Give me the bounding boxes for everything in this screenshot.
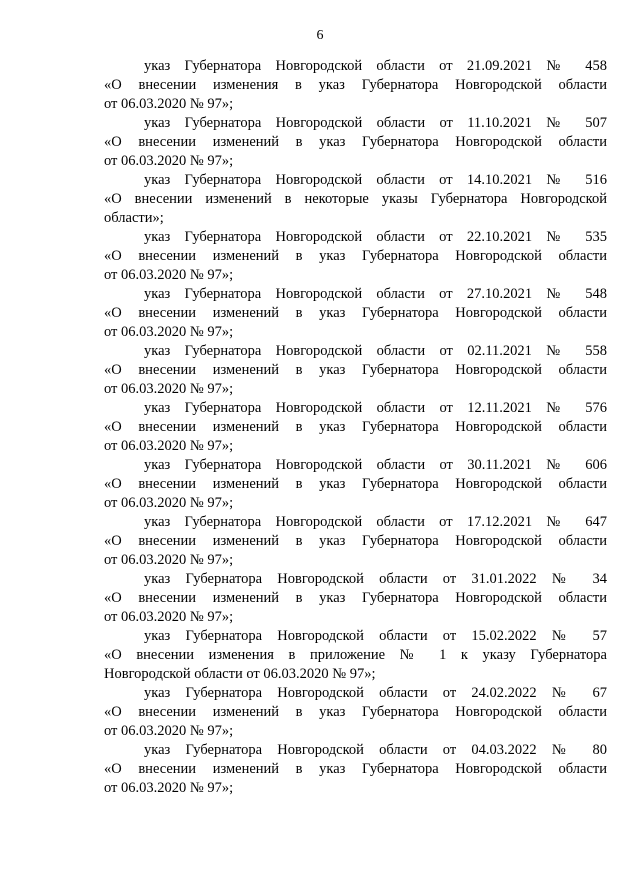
decree-entry-text-line: Новгородской области от 06.03.2020 № 97»;	[104, 666, 376, 682]
page-number: 6	[316, 28, 324, 43]
decree-entry-text-line: «О внесении изменения в указ Губернатора Новгородской области	[104, 77, 607, 93]
decree-entry-heading-line: указ Губернатора Новгородской области от 12.11.2021 № 576	[144, 400, 607, 416]
decree-entry	[104, 684, 607, 741]
decree-entry-text-line: «О внесении изменений в указ Губернатора Новгородской области	[104, 533, 607, 549]
decree-entry-text-line: «О внесении изменения в приложение № 1 к указу Губернатора	[104, 647, 607, 663]
decree-entry-text-line: «О внесении изменений в указ Губернатора Новгородской области	[104, 476, 607, 492]
decree-entry-text-line: от 06.03.2020 № 97»;	[104, 381, 234, 397]
decree-entry-heading-line: указ Губернатора Новгородской области от 24.02.2022 № 67	[144, 685, 607, 701]
decree-entry-text-line: «О внесении изменений в указ Губернатора Новгородской области	[104, 248, 607, 264]
decree-entry-text-line: «О внесении изменений в указ Губернатора Новгородской области	[104, 305, 607, 321]
decree-entry-heading-line: указ Губернатора Новгородской области от 11.10.2021 № 507	[144, 115, 607, 131]
decree-entry	[104, 399, 607, 456]
decree-entry	[104, 228, 607, 285]
decree-entry-heading-line: указ Губернатора Новгородской области от 22.10.2021 № 535	[144, 229, 607, 245]
decree-entry-heading-line: указ Губернатора Новгородской области от 04.03.2022 № 80	[144, 742, 607, 758]
decree-entry	[104, 114, 607, 171]
decree-entry-heading-line: указ Губернатора Новгородской области от 14.10.2021 № 516	[144, 172, 607, 188]
decree-entry-text-line: «О внесении изменений в указ Губернатора Новгородской области	[104, 590, 607, 606]
decree-entry-text-line: области»;	[104, 210, 164, 226]
decree-entry	[104, 513, 607, 570]
decree-entry-text-line: «О внесении изменений в указ Губернатора Новгородской области	[104, 134, 607, 150]
decree-list	[104, 57, 607, 798]
decree-entry-heading-line: указ Губернатора Новгородской области от 02.11.2021 № 558	[144, 343, 607, 359]
decree-entry	[104, 171, 607, 228]
decree-entry-heading-line: указ Губернатора Новгородской области от 21.09.2021 № 458	[144, 58, 607, 74]
decree-entry-text-line: от 06.03.2020 № 97»;	[104, 552, 234, 568]
decree-entry	[104, 456, 607, 513]
decree-entry-heading-line: указ Губернатора Новгородской области от 30.11.2021 № 606	[144, 457, 607, 473]
decree-entry-heading-line: указ Губернатора Новгородской области от 17.12.2021 № 647	[144, 514, 607, 530]
decree-entry	[104, 741, 607, 798]
decree-entry-text-line: от 06.03.2020 № 97»;	[104, 153, 234, 169]
decree-entry-heading-line: указ Губернатора Новгородской области от 31.01.2022 № 34	[144, 571, 607, 587]
decree-entry-heading-line: указ Губернатора Новгородской области от 27.10.2021 № 548	[144, 286, 607, 302]
decree-entry-text-line: «О внесении изменений в некоторые указы Губернатора Новгородской	[104, 191, 607, 207]
decree-entry-text-line: «О внесении изменений в указ Губернатора Новгородской области	[104, 419, 607, 435]
decree-entry-text-line: «О внесении изменений в указ Губернатора Новгородской области	[104, 761, 607, 777]
decree-entry	[104, 570, 607, 627]
decree-entry	[104, 627, 607, 684]
decree-entry-text-line: «О внесении изменений в указ Губернатора Новгородской области	[104, 704, 607, 720]
decree-entry-text-line: от 06.03.2020 № 97»;	[104, 780, 234, 796]
decree-entry	[104, 342, 607, 399]
decree-entry-text-line: «О внесении изменений в указ Губернатора Новгородской области	[104, 362, 607, 378]
decree-entry	[104, 57, 607, 114]
decree-entry-text-line: от 06.03.2020 № 97»;	[104, 438, 234, 454]
decree-entry-text-line: от 06.03.2020 № 97»;	[104, 324, 234, 340]
decree-entry-text-line: от 06.03.2020 № 97»;	[104, 609, 234, 625]
decree-entry-text-line: от 06.03.2020 № 97»;	[104, 495, 234, 511]
decree-entry-text-line: от 06.03.2020 № 97»;	[104, 267, 234, 283]
decree-entry-heading-line: указ Губернатора Новгородской области от 15.02.2022 № 57	[144, 628, 607, 644]
decree-entry	[104, 285, 607, 342]
decree-entry-text-line: от 06.03.2020 № 97»;	[104, 96, 234, 112]
decree-entry-text-line: от 06.03.2020 № 97»;	[104, 723, 234, 739]
